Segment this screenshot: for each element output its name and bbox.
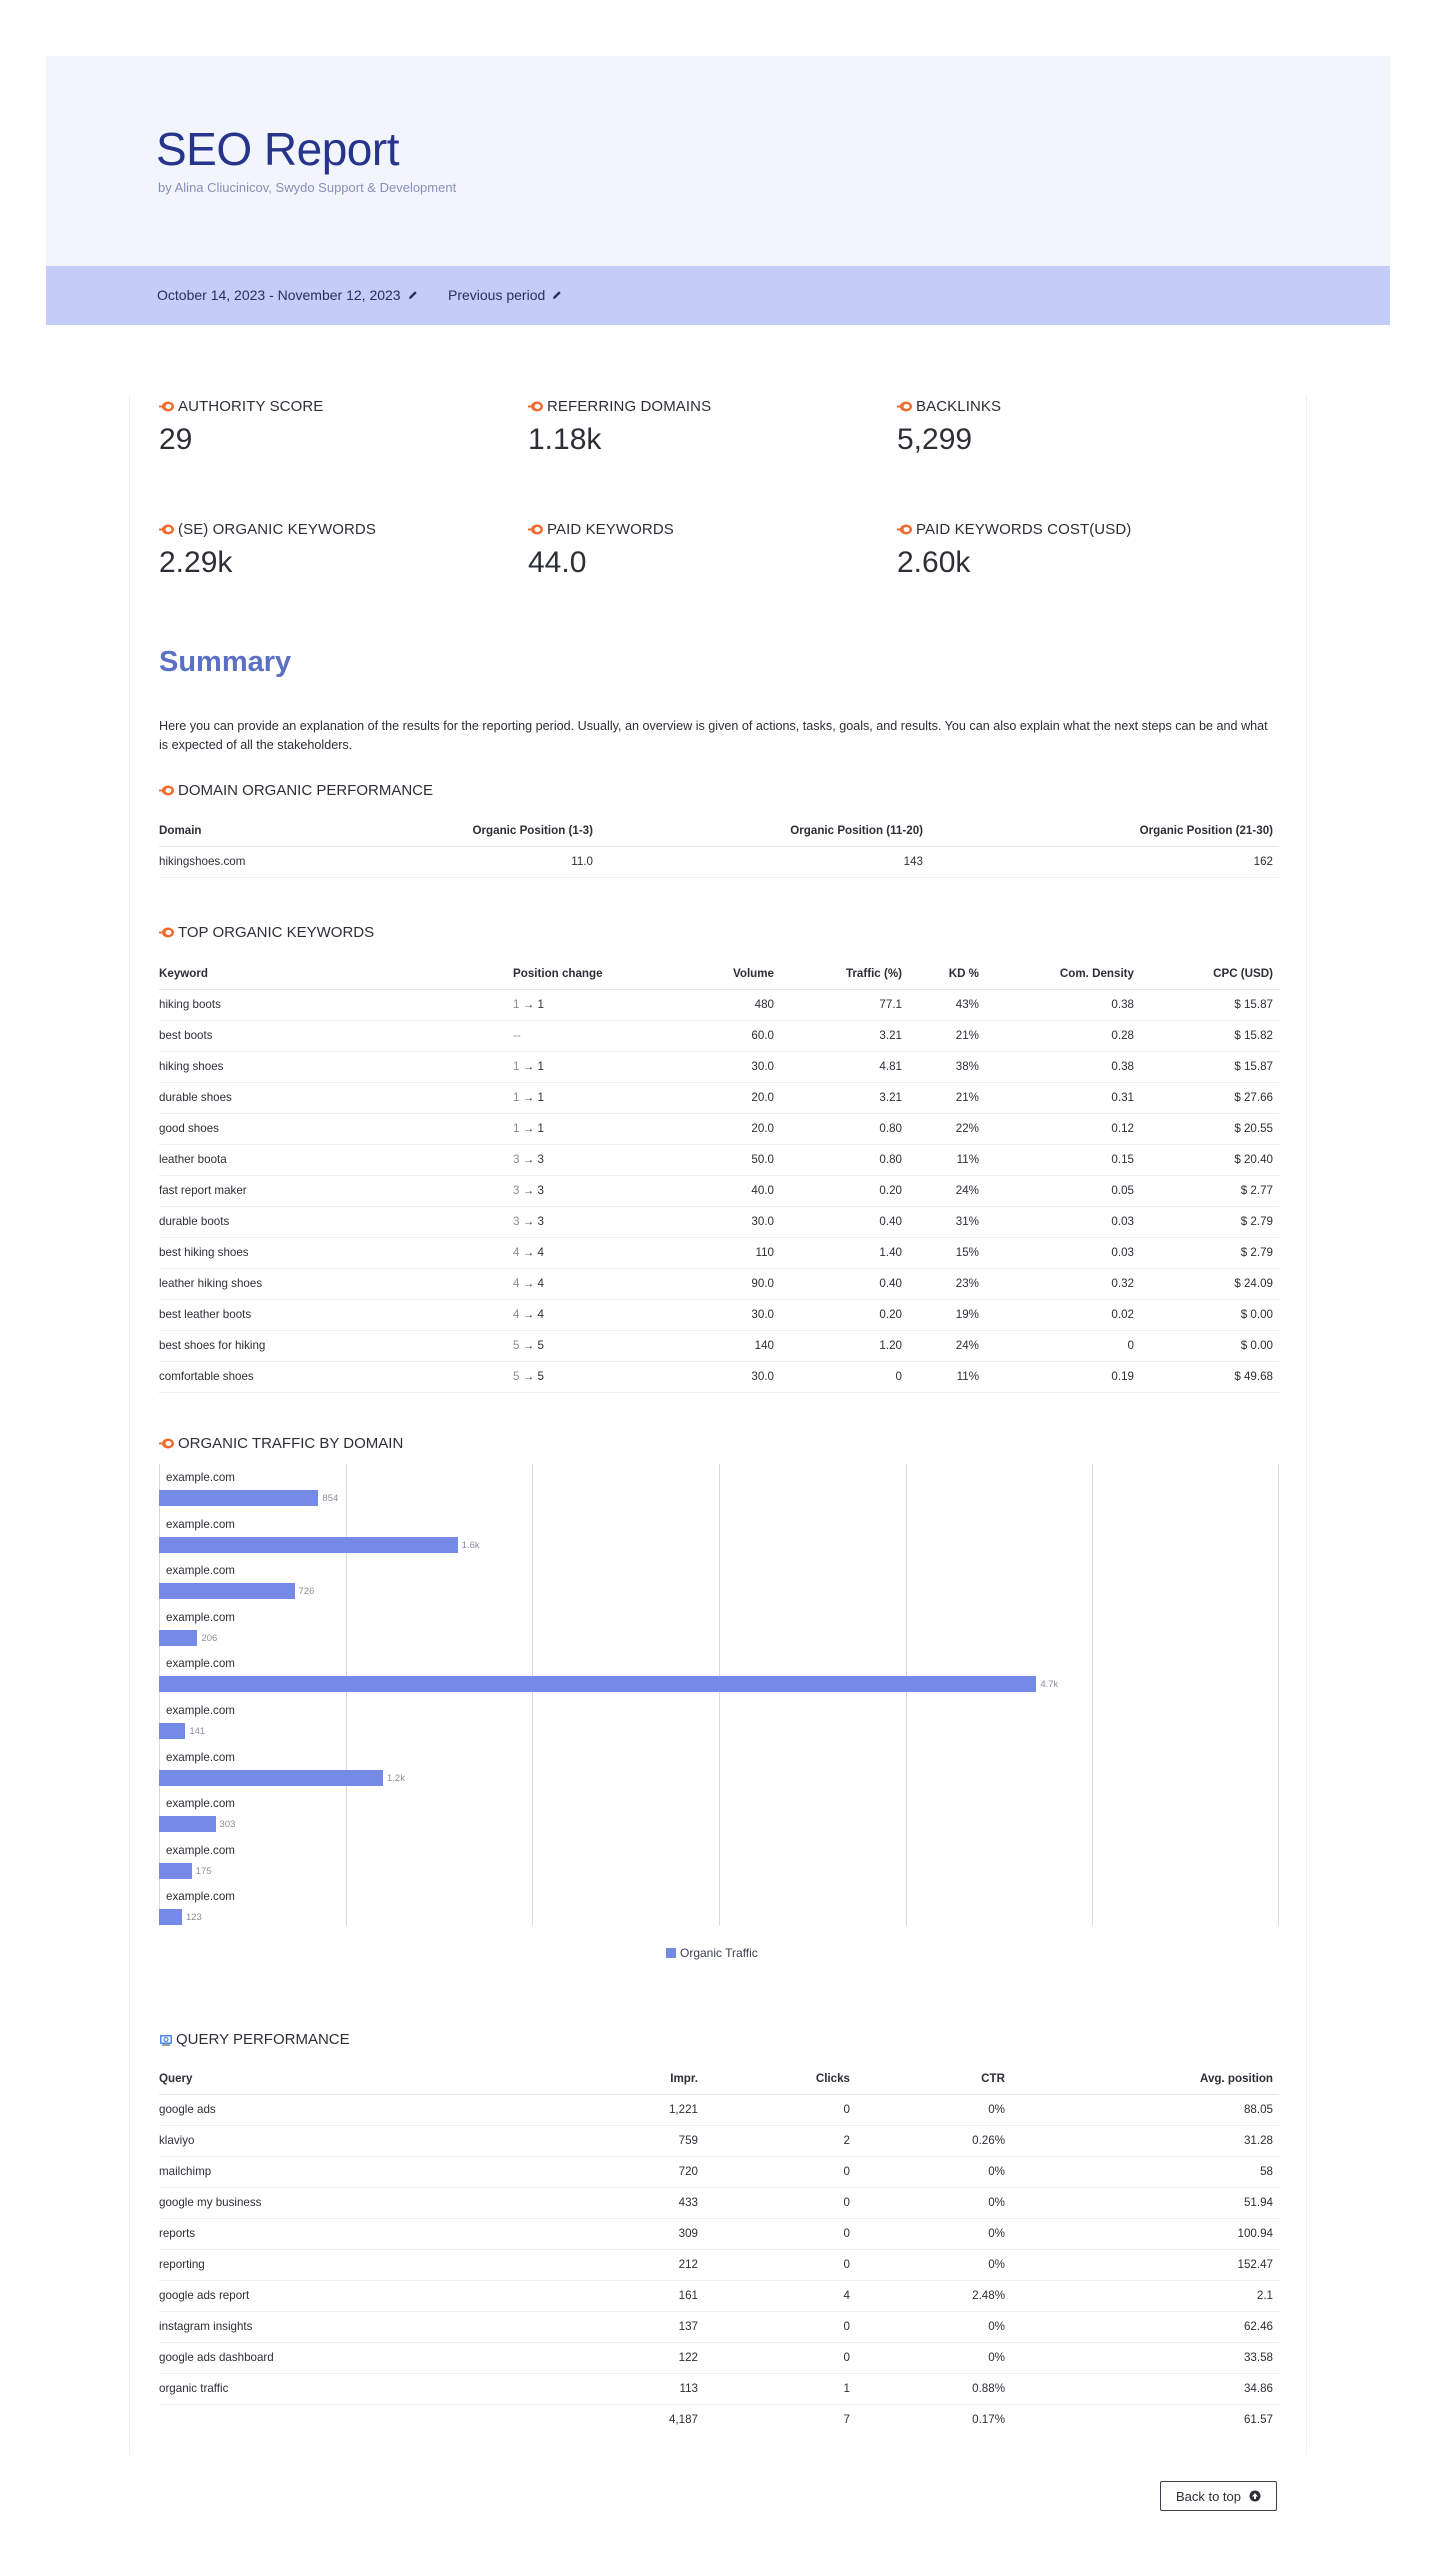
table-cell: good shoes — [159, 1113, 513, 1144]
top-keywords-title: TOP ORGANIC KEYWORDS — [159, 924, 374, 941]
table-cell: google ads report — [159, 2280, 589, 2311]
comparison-period-picker[interactable] — [448, 287, 562, 303]
table-cell: 15% — [908, 1237, 985, 1268]
table-cell: 30.0 — [693, 1299, 780, 1330]
position-change: 1 → 1 — [513, 1082, 693, 1113]
table-row — [159, 2342, 1279, 2373]
kpi-authority-score: AUTHORITY SCORE 29 — [159, 398, 519, 457]
semrush-icon — [159, 1438, 175, 1449]
table-row — [159, 2280, 1279, 2311]
table-cell: 90.0 — [693, 1268, 780, 1299]
table-cell: google my business — [159, 2187, 589, 2218]
column-header: Query — [159, 2063, 589, 2094]
bar-value-label: 4.7k — [1040, 1679, 1059, 1691]
kpi-value: 44.0 — [528, 546, 587, 579]
bar-value-label: 1.6k — [461, 1539, 480, 1551]
table-cell: 110 — [693, 1237, 780, 1268]
table-cell: 0.15 — [985, 1144, 1140, 1175]
arrow-right-icon: → — [519, 1246, 538, 1259]
table-cell: 21% — [908, 1082, 985, 1113]
table-row — [159, 1206, 1279, 1237]
back-to-top-label: Back to top — [1175, 2488, 1242, 2504]
table-cell: 0.40 — [780, 1268, 908, 1299]
table-cell: 1.20 — [780, 1330, 908, 1361]
table-row — [159, 1330, 1279, 1361]
report-header — [46, 56, 1390, 266]
bar-value-label: 303 — [219, 1819, 236, 1831]
position-change: 4 → 4 — [513, 1268, 693, 1299]
table-cell: 113 — [589, 2373, 704, 2404]
chart-bar-row — [159, 1469, 1279, 1515]
summary-text: Here you can provide an explanation of the results for the reporting period. Usually, an overview is given of actions, tasks, goals, and results. You can also explain what the next steps can be and what is expected of all the stakeholders. — [159, 719, 1268, 752]
table-cell: fast report maker — [159, 1175, 513, 1206]
table-cell: 161 — [589, 2280, 704, 2311]
table-cell: 1 — [704, 2373, 856, 2404]
table-cell: 0 — [704, 2311, 856, 2342]
column-header: KD % — [908, 958, 985, 989]
bar-category-label: example.com — [166, 1704, 235, 1717]
table-cell: 759 — [589, 2125, 704, 2156]
semrush-icon — [528, 401, 544, 412]
bar-value-label: 141 — [189, 1726, 206, 1737]
table-cell: 20.0 — [693, 1113, 780, 1144]
table-cell: 21% — [908, 1020, 985, 1051]
table-row — [159, 1082, 1279, 1113]
position-change: 4 → 4 — [513, 1299, 693, 1330]
chart-bar-row — [159, 1702, 1279, 1748]
column-header: CPC (USD) — [1140, 958, 1279, 989]
column-header: Position change — [513, 958, 693, 989]
table-cell: best shoes for hiking — [159, 1330, 513, 1361]
back-to-top-button[interactable] — [1160, 2481, 1277, 2511]
table-cell: hiking shoes — [159, 1051, 513, 1082]
column-header: Traffic (%) — [780, 958, 908, 989]
report-byline: by Alina Cliucinicov, Swydo Support & Development — [158, 180, 457, 195]
table-cell: $ 20.55 — [1140, 1113, 1279, 1144]
table-cell: $ 2.77 — [1140, 1175, 1279, 1206]
chart-bar[interactable] — [159, 1723, 185, 1739]
table-row — [159, 2094, 1279, 2125]
table-cell: 152.47 — [1011, 2249, 1279, 2280]
table-row — [159, 1299, 1279, 1330]
kpi-paid-keywords-cost: PAID KEYWORDS COST(USD) 2.60k — [897, 521, 1257, 580]
table-cell: 0.19 — [985, 1361, 1140, 1392]
table-row — [159, 2249, 1279, 2280]
table-cell: 720 — [589, 2156, 704, 2187]
table-cell: 0.26% — [856, 2125, 1011, 2156]
table-cell: hiking boots — [159, 989, 513, 1020]
table-cell: 0% — [856, 2311, 1011, 2342]
kpi-value: 5,299 — [897, 423, 973, 456]
table-cell: 140 — [693, 1330, 780, 1361]
chart-bar[interactable] — [159, 1583, 295, 1599]
table-cell: $ 20.40 — [1140, 1144, 1279, 1175]
table-row — [159, 2156, 1279, 2187]
chart-bar[interactable] — [159, 1630, 197, 1646]
semrush-icon — [897, 524, 913, 535]
bar-category-label: example.com — [166, 1890, 235, 1904]
table-cell: 24% — [908, 1175, 985, 1206]
query-performance-table — [159, 2063, 1279, 2435]
table-cell: 43% — [908, 989, 985, 1020]
table-cell: 62.46 — [1011, 2311, 1279, 2342]
position-change: 3 → 3 — [513, 1206, 693, 1237]
date-range-picker[interactable] — [157, 287, 418, 303]
table-cell: 31% — [908, 1206, 985, 1237]
table-cell: leather boota — [159, 1144, 513, 1175]
table-cell: 2 — [704, 2125, 856, 2156]
table-cell: 33.58 — [1011, 2342, 1279, 2373]
chart-bar[interactable] — [159, 1909, 182, 1925]
table-cell: 0% — [856, 2218, 1011, 2249]
chart-bar-row — [159, 1795, 1279, 1841]
kpi-value: 2.60k — [897, 546, 971, 579]
chart-bar-row — [159, 1609, 1279, 1655]
table-cell: 0.38 — [985, 989, 1140, 1020]
table-cell: 3.21 — [780, 1020, 908, 1051]
total-cell — [159, 2404, 589, 2435]
table-row: hikingshoes.com 11.0 143 162 — [159, 846, 1279, 877]
table-cell: 0% — [856, 2094, 1011, 2125]
table-cell: 0 — [704, 2187, 856, 2218]
table-cell: 24% — [908, 1330, 985, 1361]
arrow-right-icon: → — [519, 1091, 538, 1104]
summary-title: Summary — [159, 646, 292, 678]
table-cell: 38% — [908, 1051, 985, 1082]
table-cell: durable shoes — [159, 1082, 513, 1113]
arrow-right-icon: → — [519, 1215, 538, 1228]
table-cell: 0.20 — [780, 1299, 908, 1330]
table-cell: best leather boots — [159, 1299, 513, 1330]
table-cell: 0% — [856, 2156, 1011, 2187]
table-cell: $ 15.87 — [1140, 1051, 1279, 1082]
table-cell: 0 — [780, 1361, 908, 1392]
table-cell: $ 15.87 — [1140, 989, 1279, 1020]
table-cell: 0.80 — [780, 1113, 908, 1144]
table-cell: 4 — [704, 2280, 856, 2311]
table-cell: 137 — [589, 2311, 704, 2342]
total-cell: 4,187 — [668, 2413, 698, 2427]
total-cell: 7 — [843, 2413, 850, 2427]
table-cell: durable boots — [159, 1206, 513, 1237]
bar-category-label: example.com — [166, 1657, 235, 1671]
table-cell: 51.94 — [1011, 2187, 1279, 2218]
search-console-icon — [159, 2033, 173, 2047]
bar-value-label: 123 — [185, 1912, 202, 1924]
legend-swatch — [666, 1948, 676, 1958]
bar-category-label: example.com — [166, 1750, 235, 1764]
chart-bar[interactable] — [159, 1490, 318, 1506]
bar-category-label: example.com — [166, 1471, 235, 1484]
table-cell: 0.80 — [780, 1144, 908, 1175]
table-cell: $ 0.00 — [1140, 1299, 1279, 1330]
table-cell: 31.28 — [1011, 2125, 1279, 2156]
column-header: Clicks — [704, 2063, 856, 2094]
table-cell: 0 — [704, 2094, 856, 2125]
table-cell: $ 27.66 — [1140, 1082, 1279, 1113]
table-cell: $ 0.00 — [1140, 1330, 1279, 1361]
column-header: CTR — [856, 2063, 1011, 2094]
arrow-right-icon: → — [519, 1184, 538, 1197]
table-cell: 0.03 — [985, 1206, 1140, 1237]
table-row — [159, 1144, 1279, 1175]
table-cell: 0 — [704, 2156, 856, 2187]
chart-bar[interactable] — [159, 1770, 383, 1786]
table-cell: 0.32 — [985, 1268, 1140, 1299]
kpi-value: 2.29k — [159, 546, 233, 579]
table-cell: $ 2.79 — [1140, 1237, 1279, 1268]
table-cell: 58 — [1011, 2156, 1279, 2187]
table-cell: $ 2.79 — [1140, 1206, 1279, 1237]
arrow-right-icon: → — [519, 1308, 538, 1321]
table-cell: 3.21 — [780, 1082, 908, 1113]
table-cell: 40.0 — [693, 1175, 780, 1206]
column-header: Organic Position (21-30) — [929, 815, 1279, 846]
table-row — [159, 1051, 1279, 1082]
total-cell: 0.17% — [972, 2413, 1005, 2427]
position-change: 3 → 3 — [513, 1175, 693, 1206]
table-cell: 0 — [704, 2342, 856, 2373]
table-row — [159, 1113, 1279, 1144]
semrush-icon — [159, 927, 175, 938]
table-cell: mailchimp — [159, 2156, 589, 2187]
table-row — [159, 989, 1279, 1020]
table-cell: 20.0 — [693, 1082, 780, 1113]
table-cell: 0.20 — [780, 1175, 908, 1206]
table-cell: 0% — [856, 2249, 1011, 2280]
chart-bar-row — [159, 1516, 1279, 1562]
table-cell: $ 24.09 — [1140, 1268, 1279, 1299]
chart-bar[interactable] — [159, 1816, 216, 1832]
semrush-icon — [159, 524, 175, 535]
table-cell: klaviyo — [159, 2125, 589, 2156]
table-cell: 11% — [908, 1361, 985, 1392]
table-cell: 2.48% — [856, 2280, 1011, 2311]
table-cell: google ads — [159, 2094, 589, 2125]
column-header: Com. Density — [985, 958, 1140, 989]
table-cell: $ 15.82 — [1140, 1020, 1279, 1051]
column-header: Volume — [693, 958, 780, 989]
table-row — [159, 2373, 1279, 2404]
table-cell: 0.31 — [985, 1082, 1140, 1113]
position-change: -- — [513, 1020, 693, 1051]
table-cell: 50.0 — [693, 1144, 780, 1175]
table-cell: 34.86 — [1011, 2373, 1279, 2404]
table-cell: 30.0 — [693, 1206, 780, 1237]
arrow-right-icon: → — [519, 1339, 538, 1352]
kpi-paid-keywords: PAID KEYWORDS 44.0 — [528, 521, 888, 580]
arrow-right-icon: → — [519, 1153, 538, 1166]
table-cell: 77.1 — [780, 989, 908, 1020]
bar-category-label: example.com — [166, 1797, 235, 1811]
arrow-right-icon: → — [519, 1122, 538, 1135]
table-cell: 0.02 — [985, 1299, 1140, 1330]
chart-bar[interactable] — [159, 1537, 458, 1553]
table-cell: 100.94 — [1011, 2218, 1279, 2249]
bar-category-label: example.com — [166, 1517, 235, 1531]
table-cell: 0.28 — [985, 1020, 1140, 1051]
position-change: 1 → 1 — [513, 1051, 693, 1082]
bar-category-label: example.com — [166, 1564, 235, 1578]
chart-bar-row — [159, 1562, 1279, 1608]
table-cell: organic traffic — [159, 2373, 589, 2404]
column-header: Keyword — [159, 958, 513, 989]
table-cell: comfortable shoes — [159, 1361, 513, 1392]
bar-category-label: example.com — [166, 1610, 235, 1624]
top-keywords-table — [159, 958, 1279, 1393]
table-cell: 0 — [704, 2218, 856, 2249]
table-row — [159, 1361, 1279, 1392]
table-cell: 30.0 — [693, 1051, 780, 1082]
legend-label: Organic Traffic — [680, 1946, 758, 1960]
table-row — [159, 1237, 1279, 1268]
traffic-bar-chart — [159, 1464, 1279, 1964]
arrow-right-icon: → — [519, 1277, 538, 1290]
table-row — [159, 2187, 1279, 2218]
table-cell: 212 — [589, 2249, 704, 2280]
table-cell: 2.1 — [1011, 2280, 1279, 2311]
table-cell: 0 — [985, 1330, 1140, 1361]
arrow-right-icon: → — [519, 1060, 538, 1073]
table-cell: 0.12 — [985, 1113, 1140, 1144]
totals-row — [159, 2404, 1279, 2435]
table-cell: 0.03 — [985, 1237, 1140, 1268]
bar-value-label: 1.2k — [387, 1772, 405, 1784]
column-header: Organic Position (1-3) — [459, 815, 599, 846]
table-cell: 19% — [908, 1299, 985, 1330]
kpi-backlinks: BACKLINKS 5,299 — [897, 398, 1257, 457]
table-cell: 23% — [908, 1268, 985, 1299]
table-cell: 11% — [908, 1144, 985, 1175]
kpi-value: 29 — [159, 423, 193, 456]
bar-value-label: 175 — [195, 1865, 212, 1877]
chart-bar[interactable] — [159, 1863, 192, 1879]
semrush-icon — [897, 401, 913, 412]
pencil-icon — [552, 290, 562, 300]
chart-bar-row — [159, 1655, 1279, 1701]
table-row — [159, 1268, 1279, 1299]
table-cell: 88.05 — [1011, 2094, 1279, 2125]
table-cell: 0.40 — [780, 1206, 908, 1237]
query-performance-title: QUERY PERFORMANCE — [159, 2031, 350, 2048]
period-bar — [46, 266, 1390, 325]
semrush-icon — [528, 524, 544, 535]
table-row — [159, 1175, 1279, 1206]
table-cell: 433 — [589, 2187, 704, 2218]
table-cell: 4.81 — [780, 1051, 908, 1082]
date-range-label: October 14, 2023 - November 12, 2023 — [157, 287, 401, 303]
chart-bar[interactable] — [159, 1676, 1036, 1692]
table-cell: leather hiking shoes — [159, 1268, 513, 1299]
position-change: 5 → 5 — [513, 1361, 693, 1392]
column-header: Organic Position (11-20) — [599, 815, 929, 846]
table-cell: 1,221 — [589, 2094, 704, 2125]
table-cell: best boots — [159, 1020, 513, 1051]
column-header: Domain — [159, 815, 459, 846]
table-cell: 122 — [589, 2342, 704, 2373]
semrush-icon — [159, 401, 175, 412]
traffic-by-domain-title: ORGANIC TRAFFIC BY DOMAIN — [159, 1435, 403, 1452]
table-row — [159, 2125, 1279, 2156]
position-change: 3 → 3 — [513, 1144, 693, 1175]
bar-value-label: 206 — [201, 1632, 218, 1644]
table-cell: google ads dashboard — [159, 2342, 589, 2373]
table-row — [159, 1020, 1279, 1051]
column-header: Avg. position — [1011, 2063, 1279, 2094]
table-cell: reports — [159, 2218, 589, 2249]
table-cell: 60.0 — [693, 1020, 780, 1051]
table-cell: 0.88% — [856, 2373, 1011, 2404]
column-header: Impr. — [589, 2063, 704, 2094]
total-cell: 61.57 — [1243, 2413, 1273, 2427]
chart-legend — [666, 1946, 758, 1960]
chart-bar-row — [159, 1888, 1279, 1934]
chart-bar-row — [159, 1749, 1279, 1795]
position-change: 5 → 5 — [513, 1330, 693, 1361]
table-cell: 1.40 — [780, 1237, 908, 1268]
table-cell: best hiking shoes — [159, 1237, 513, 1268]
table-cell: reporting — [159, 2249, 589, 2280]
kpi-referring-domains: REFERRING DOMAINS 1.18k — [528, 398, 888, 457]
semrush-icon — [159, 785, 175, 796]
table-cell: $ 49.68 — [1140, 1361, 1279, 1392]
arrow-up-circle-icon — [1249, 2490, 1261, 2502]
domain-performance-title: DOMAIN ORGANIC PERFORMANCE — [159, 782, 433, 799]
chart-bar-row — [159, 1842, 1279, 1888]
kpi-organic-keywords: (SE) ORGANIC KEYWORDS 2.29k — [159, 521, 519, 580]
table-row — [159, 2311, 1279, 2342]
table-cell: 0% — [856, 2187, 1011, 2218]
kpi-value: 1.18k — [528, 423, 602, 456]
table-cell: 480 — [693, 989, 780, 1020]
table-cell: instagram insights — [159, 2311, 589, 2342]
position-change: 1 → 1 — [513, 1113, 693, 1144]
table-cell: 30.0 — [693, 1361, 780, 1392]
pencil-icon — [408, 290, 418, 300]
report-title: SEO Report — [156, 123, 399, 175]
table-cell: 0.38 — [985, 1051, 1140, 1082]
bar-category-label: example.com — [166, 1843, 235, 1857]
table-cell: 0% — [856, 2342, 1011, 2373]
bar-value-label: 854 — [322, 1493, 339, 1504]
arrow-right-icon: → — [519, 1370, 538, 1383]
table-cell: 22% — [908, 1113, 985, 1144]
table-cell: 0 — [704, 2249, 856, 2280]
position-change: 4 → 4 — [513, 1237, 693, 1268]
arrow-right-icon: → — [519, 998, 538, 1011]
table-row — [159, 2218, 1279, 2249]
comparison-period-label: Previous period — [448, 287, 546, 303]
table-cell: 309 — [589, 2218, 704, 2249]
position-change: 1 → 1 — [513, 989, 693, 1020]
bar-value-label: 726 — [298, 1586, 315, 1598]
table-cell: 0.05 — [985, 1175, 1140, 1206]
domain-performance-table — [159, 815, 1279, 878]
